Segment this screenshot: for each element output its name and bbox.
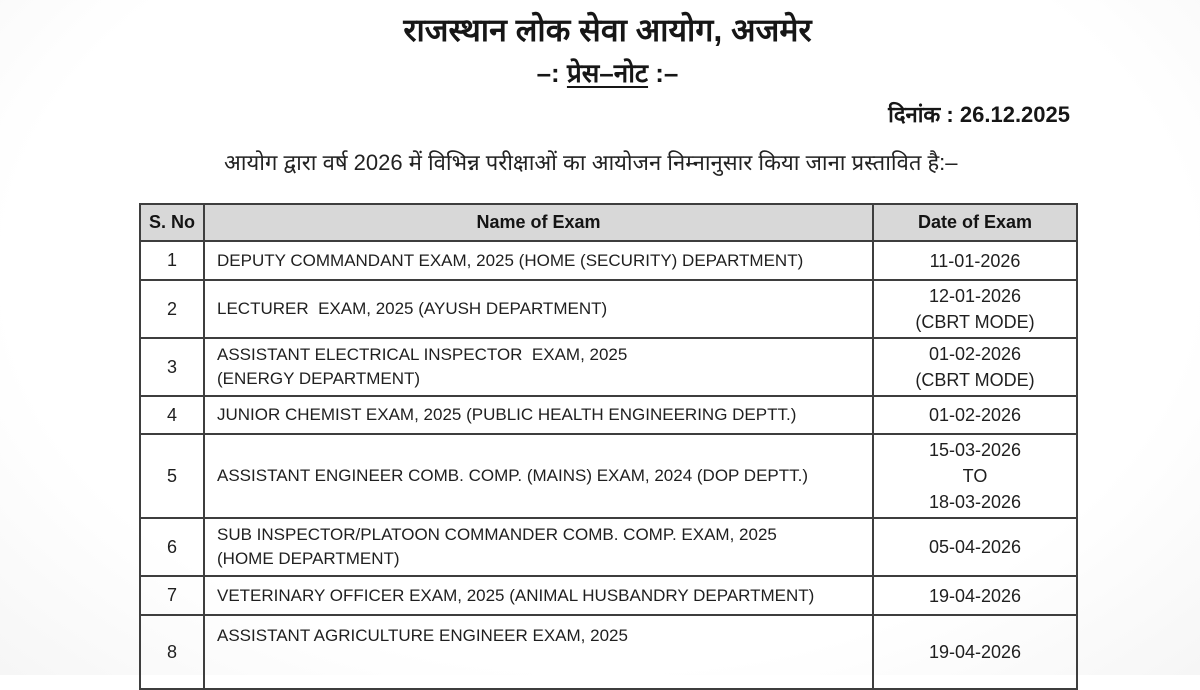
- exam-date-line: 18-03-2026: [928, 492, 1022, 512]
- sno-cell: 4: [140, 396, 204, 434]
- table-header-row: [140, 204, 1077, 241]
- subtitle-suffix: :–: [648, 58, 679, 88]
- exam-name-line: ASSISTANT ENGINEER COMB. COMP. (MAINS) EXAM, 2024 (DOP DEPTT.): [217, 466, 809, 485]
- exam-date-line: (CBRT MODE): [915, 312, 1035, 332]
- sno-cell: 2: [140, 280, 204, 338]
- exam-date-line: TO: [962, 466, 988, 486]
- exam-date-line: 05-04-2026: [928, 537, 1022, 557]
- date-label: दिनांक :: [888, 102, 954, 127]
- exam-date-cell: [873, 615, 1077, 689]
- table-row: [140, 434, 1077, 518]
- press-note-heading: [139, 56, 1076, 90]
- table-row: [140, 396, 1077, 434]
- exam-date-line: 11-01-2026: [929, 250, 1021, 271]
- exam-date-line: 15-03-2026: [928, 440, 1022, 460]
- exam-name-line: (ENERGY DEPARTMENT): [217, 369, 421, 388]
- exam-date-cell: [873, 241, 1077, 280]
- document-content: [139, 0, 1076, 690]
- exam-name-cell: [204, 241, 873, 280]
- table-row: [140, 241, 1077, 280]
- document-dateline: [139, 100, 1076, 130]
- exam-date-cell: [873, 280, 1077, 338]
- exam-name-cell: [204, 396, 873, 434]
- exam-date-cell: [873, 434, 1077, 518]
- document-title: राजस्थान लोक सेवा आयोग, अजमेर: [403, 12, 812, 48]
- intro-paragraph: आयोग द्वारा वर्ष 2026 में विभिन्न परीक्षाओं का आयोजन निम्नानुसार किया जाना प्रस्तावित है:–: [224, 150, 958, 175]
- exam-date-line: 12-01-2026: [928, 286, 1022, 306]
- exam-name-line: SUB INSPECTOR/PLATOON COMMANDER COMB. COMP. EXAM, 2025: [217, 525, 777, 544]
- sno-cell: 5: [140, 434, 204, 518]
- exam-date-cell: [873, 396, 1077, 434]
- table-row: [140, 338, 1077, 396]
- exam-date-line: 01-02-2026: [928, 405, 1022, 425]
- exam-name-line: LECTURER EXAM, 2025 (AYUSH DEPARTMENT): [217, 299, 608, 318]
- sno-cell: 8: [140, 615, 204, 689]
- column-header-date: Date of Exam: [873, 204, 1077, 241]
- exam-name-cell: [204, 338, 873, 396]
- table-row: [140, 518, 1077, 576]
- column-header-name: Name of Exam: [204, 204, 873, 241]
- exam-date-line: 01-02-2026: [928, 344, 1022, 364]
- exam-date-cell: [873, 576, 1077, 615]
- exam-date-line: (CBRT MODE): [915, 370, 1035, 390]
- exam-schedule-table: [139, 203, 1078, 690]
- exam-name-line: VETERINARY OFFICER EXAM, 2025 (ANIMAL HUSBANDRY DEPARTMENT): [217, 585, 815, 605]
- exam-name-line: ASSISTANT AGRICULTURE ENGINEER EXAM, 2025: [217, 626, 628, 645]
- exam-name-cell: [204, 434, 873, 518]
- exam-name-cell: [204, 615, 873, 689]
- exam-name-line: DEPUTY COMMANDANT EXAM, 2025 (HOME (SECURITY) DEPARTMENT): [217, 250, 804, 270]
- subtitle-prefix: –:: [536, 58, 567, 88]
- exam-date-line: 19-04-2026: [928, 642, 1022, 662]
- subtitle-word: प्रेस–नोट: [566, 58, 649, 88]
- exam-name-line: (HOME DEPARTMENT): [217, 549, 400, 568]
- exam-date-cell: [873, 518, 1077, 576]
- column-header-sno: S. No: [140, 204, 204, 241]
- table-row: [140, 280, 1077, 338]
- exam-name-cell: [204, 280, 873, 338]
- exam-date-cell: [873, 338, 1077, 396]
- sno-cell: 1: [140, 241, 204, 280]
- exam-date-line: 19-04-2026: [928, 585, 1022, 606]
- exam-name-line: JUNIOR CHEMIST EXAM, 2025 (PUBLIC HEALTH ENGINEERING DEPTT.): [217, 405, 797, 424]
- exam-name-line: ASSISTANT ELECTRICAL INSPECTOR EXAM, 2025: [217, 345, 628, 364]
- sno-cell: 7: [140, 576, 204, 615]
- sno-cell: 3: [140, 338, 204, 396]
- exam-name-cell: [204, 518, 873, 576]
- sno-cell: 6: [140, 518, 204, 576]
- table-row: [140, 576, 1077, 615]
- table-row: [140, 615, 1077, 689]
- exam-name-cell: [204, 576, 873, 615]
- date-value: 26.12.2025: [959, 102, 1070, 127]
